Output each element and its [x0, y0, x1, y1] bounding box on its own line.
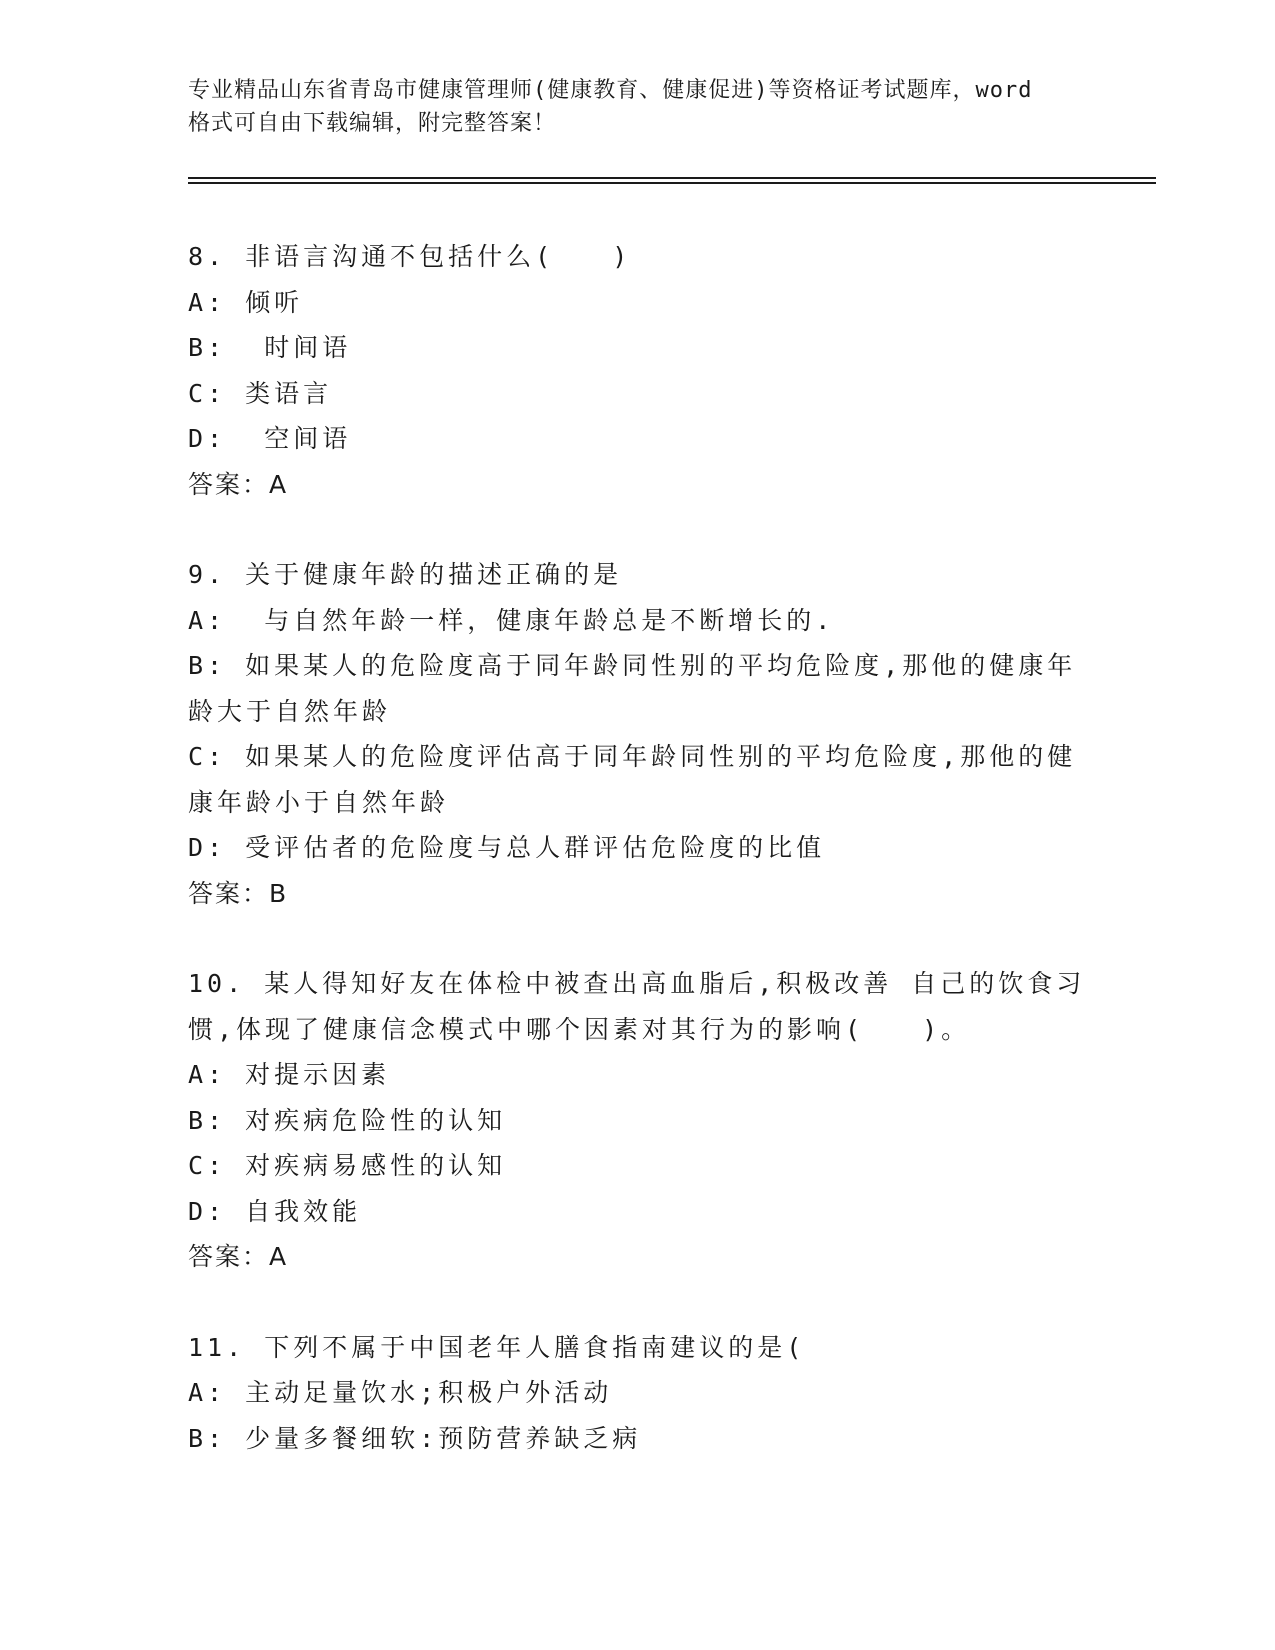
question-stem: 9. 关于健康年龄的描述正确的是 [188, 560, 623, 589]
option-b: B: 如果某人的危险度高于同年龄同性别的平均危险度,那他的健康年 [188, 651, 1077, 680]
option-d: D: 自我效能 [188, 1196, 362, 1226]
question-stem: 10. 某人得知好友在体检中被查出高血脂后,积极改善 自己的饮食习 [188, 969, 1086, 998]
answer-line: 答案：A [188, 1242, 289, 1271]
question-stem: 8. 非语言沟通不包括什么( ) [188, 242, 632, 271]
header-rule-bottom [188, 182, 1156, 184]
question-9 [188, 552, 1088, 916]
option-a: A: 倾听 [188, 287, 304, 317]
option-c-continued: 康年龄小于自然年龄 [188, 787, 450, 817]
document-header [188, 74, 1088, 140]
question-stem-continued: 惯,体现了健康信念模式中哪个因素对其行为的影响( )。 [188, 1014, 971, 1044]
header-line-1: 专业精品山东省青岛市健康管理师(健康教育、健康促进)等资格证考试题库，word [188, 78, 1033, 103]
option-a: A: 主动足量饮水;积极户外活动 [188, 1378, 613, 1407]
option-d: D: 受评估者的危险度与总人群评估危险度的比值 [188, 833, 826, 862]
option-b-continued: 龄大于自然年龄 [188, 696, 392, 726]
option-c: C: 如果某人的危险度评估高于同年龄同性别的平均危险度,那他的健 [188, 742, 1077, 771]
answer-line: 答案：A [188, 469, 289, 499]
option-b: B: 时间语 [188, 333, 352, 362]
question-11 [188, 1325, 1088, 1462]
option-b: B: 对疾病危险性的认知 [188, 1105, 507, 1135]
answer-line: 答案：B [188, 878, 289, 908]
option-a: A: 对提示因素 [188, 1060, 391, 1089]
question-8 [188, 234, 1088, 507]
header-line-2: 格式可自由下载编辑，附完整答案！ [188, 111, 557, 136]
question-list [188, 234, 1088, 1506]
option-c: C: 类语言 [188, 378, 333, 408]
option-a: A: 与自然年龄一样，健康年龄总是不断增长的. [188, 605, 835, 635]
header-rule-top [188, 177, 1156, 179]
option-d: D: 空间语 [188, 424, 352, 453]
question-10 [188, 961, 1088, 1280]
option-c: C: 对疾病易感性的认知 [188, 1151, 507, 1180]
question-stem: 11. 下列不属于中国老年人膳食指南建议的是( [188, 1332, 806, 1362]
option-b: B: 少量多餐细软:预防营养缺乏病 [188, 1423, 642, 1453]
